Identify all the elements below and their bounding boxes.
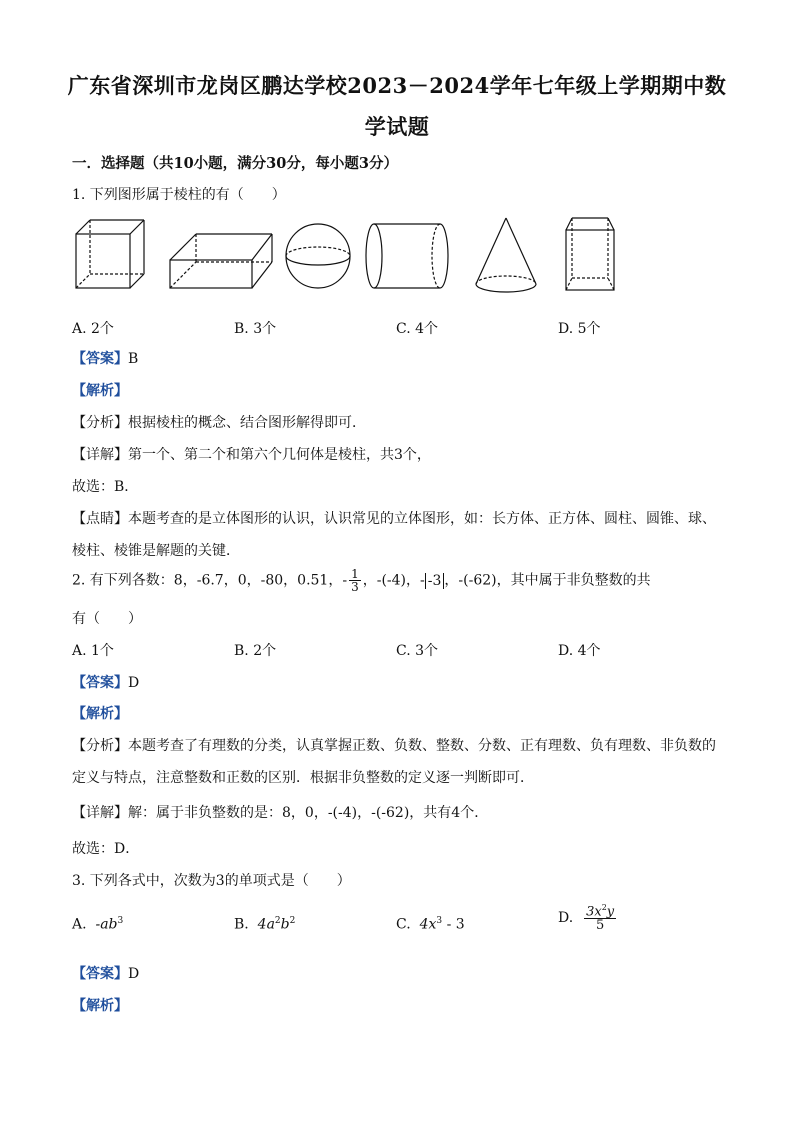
page-title-line1: 广东省深圳市龙岗区鹏达学校2023－2024学年七年级上学期期中数 [67,73,727,98]
q2-option-c: C. 3个 [396,643,439,659]
q3-option-c: C. $4x^3 - 3$ [396,916,465,933]
q2-guxuan: 故选：D． [72,841,140,857]
cuboid-icon [170,234,272,288]
q1-jiexi: 【解析】 [72,383,128,399]
q2-abs: -3 [425,573,445,589]
q1-answer: 【答案】B [72,351,139,367]
q2-option-b: B. 2个 [234,643,277,659]
q1-xiangjie: 【详解】第一个、第二个和第六个几何体是棱柱，共3个， [72,447,431,463]
q1-guxuan: 故选：B． [72,479,139,495]
q3-option-a: A. $-ab^3$ [72,916,124,933]
q2-fraction: $\frac{1}{3}$ [351,567,359,594]
q2-stem: 2. 有下列各数：8，-6.7，0，-80，0.51，- $\frac{1}{3}$ ，-(-4)，- -3 ，-(-62)，其中属于非负整数的共 [72,567,651,594]
q1-fenxi: 【分析】根据棱柱的概念、结合图形解得即可． [72,415,366,431]
q1-option-d: D. 5个 [558,321,601,337]
cylinder-icon [366,224,448,288]
q1-figures [72,212,632,302]
q2-answer: 【答案】D [72,675,140,691]
q2-fenxi: 【分析】本题考查了有理数的分类，认真掌握正数、负数、整数、分数、正有理数、负有理数、非负数的 [72,738,716,754]
frustum-prism-icon [566,218,614,290]
q2-option-d: D. 4个 [558,643,601,659]
page-title-line2: 学试题 [364,114,430,139]
q2-fenxi-cont: 定义与特点，注意整数和正数的区别．根据非负整数的定义逐一判断即可． [72,770,534,786]
q3-jiexi: 【解析】 [72,998,128,1014]
q1-option-b: B. 3个 [234,321,277,337]
q3-optD-fraction: $\frac{3x^2y}{5}$ [586,903,615,934]
q2-stem-line2: 有（ ） [72,611,142,627]
q1-dianjing-cont: 棱柱、棱锥是解题的关键． [72,543,240,559]
cone-icon [476,218,536,292]
cube-icon [76,220,144,288]
sphere-icon [286,224,350,288]
q2-jiexi: 【解析】 [72,706,128,722]
section-heading: 一．选择题（共10小题，满分30分，每小题3分） [72,155,398,172]
q1-dianjing: 【点睛】本题考查的是立体图形的认识，认识常见的立体图形，如：长方体、正方体、圆柱、圆锥、球、 [72,511,716,527]
q2-xiangjie: 【详解】解：属于非负整数的是：8，0，-(-4)，-(-62)，共有4个． [72,805,489,821]
q2-option-a: A. 1个 [72,643,114,659]
q1-option-a: A. 2个 [72,321,114,337]
q1-stem: 1. 下列图形属于棱柱的有（ ） [72,187,286,203]
q3-stem: 3. 下列各式中，次数为3的单项式是（ ） [72,873,351,889]
q3-answer: 【答案】D [72,966,140,982]
q3-option-b: B. $4a^2b^2$ [234,916,296,933]
q1-option-c: C. 4个 [396,321,439,337]
q3-option-d: D. $\frac{3x^2y}{5}$ [558,903,615,934]
